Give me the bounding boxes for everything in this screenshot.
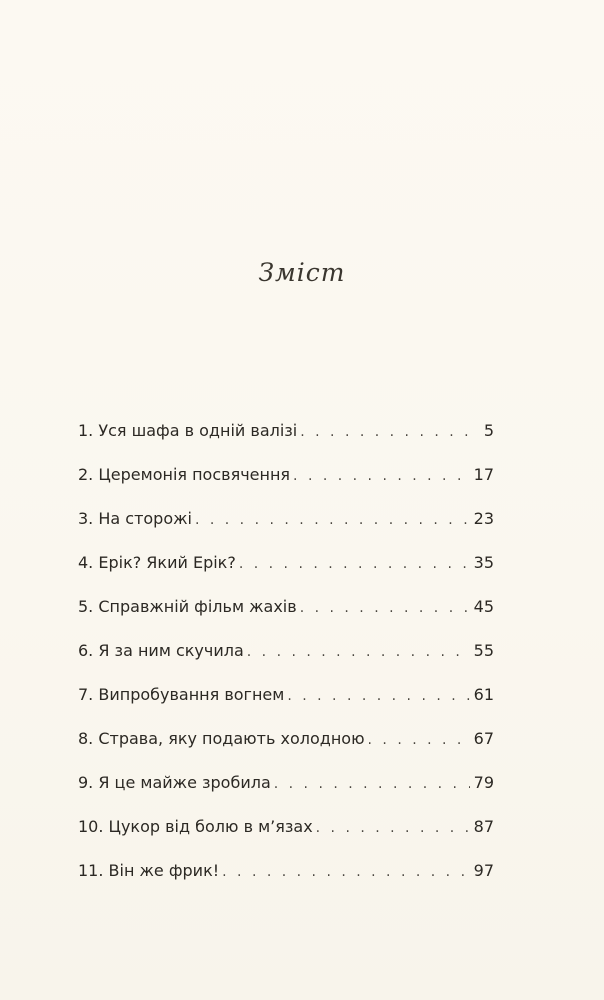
toc-entry-label: 9. Я це майже зробила xyxy=(78,773,271,792)
toc-entry-page: 61 xyxy=(473,685,494,704)
toc-entry-page: 67 xyxy=(473,729,494,748)
toc-entry-label: 11. Він же фрик! xyxy=(78,861,220,880)
toc-entry-page: 5 xyxy=(483,421,494,440)
toc-entry xyxy=(78,418,494,462)
dot-leader xyxy=(274,771,470,797)
dot-leader xyxy=(287,683,469,709)
toc-title: Зміст xyxy=(258,258,346,287)
toc-entry-page: 45 xyxy=(473,597,494,616)
toc-entry xyxy=(78,726,494,770)
toc-entry xyxy=(78,682,494,726)
toc-entry xyxy=(78,770,494,814)
toc-entry-label: 10. Цукор від болю в м’язах xyxy=(78,817,313,836)
toc-entry-page: 35 xyxy=(473,553,494,572)
toc-entry-label: 8. Страва, яку подають холодною xyxy=(78,729,365,748)
dot-leader xyxy=(222,859,469,885)
dot-leader xyxy=(293,463,470,489)
toc-entry xyxy=(78,462,494,506)
toc-entry xyxy=(78,638,494,682)
dot-leader xyxy=(368,727,470,753)
dot-leader xyxy=(247,639,470,665)
toc-entry-page: 17 xyxy=(473,465,494,484)
toc-entry-label: 5. Справжній фільм жахів xyxy=(78,597,297,616)
dot-leader xyxy=(195,507,470,533)
toc-entry xyxy=(78,594,494,638)
toc-entry-page: 55 xyxy=(473,641,494,660)
toc-entry-label: 4. Ерік? Який Ерік? xyxy=(78,553,236,572)
toc-entry-label: 6. Я за ним скучила xyxy=(78,641,244,660)
toc-entry xyxy=(78,858,494,902)
dot-leader xyxy=(239,551,470,577)
toc-entry xyxy=(78,814,494,858)
dot-leader xyxy=(300,419,480,445)
toc-entry-page: 97 xyxy=(473,861,494,880)
toc-entry-label: 3. На сторожі xyxy=(78,509,192,528)
toc-entry-label: 1. Уся шафа в одній валізі xyxy=(78,421,298,440)
toc-entry-label: 2. Церемонія посвячення xyxy=(78,465,291,484)
toc-entry-page: 79 xyxy=(473,773,494,792)
toc-entry xyxy=(78,550,494,594)
dot-leader xyxy=(316,815,470,841)
toc-entry-page: 87 xyxy=(473,817,494,836)
table-of-contents xyxy=(78,418,494,902)
toc-entry xyxy=(78,506,494,550)
toc-entry-page: 23 xyxy=(473,509,494,528)
dot-leader xyxy=(300,595,470,621)
toc-entry-label: 7. Випробування вогнем xyxy=(78,685,285,704)
